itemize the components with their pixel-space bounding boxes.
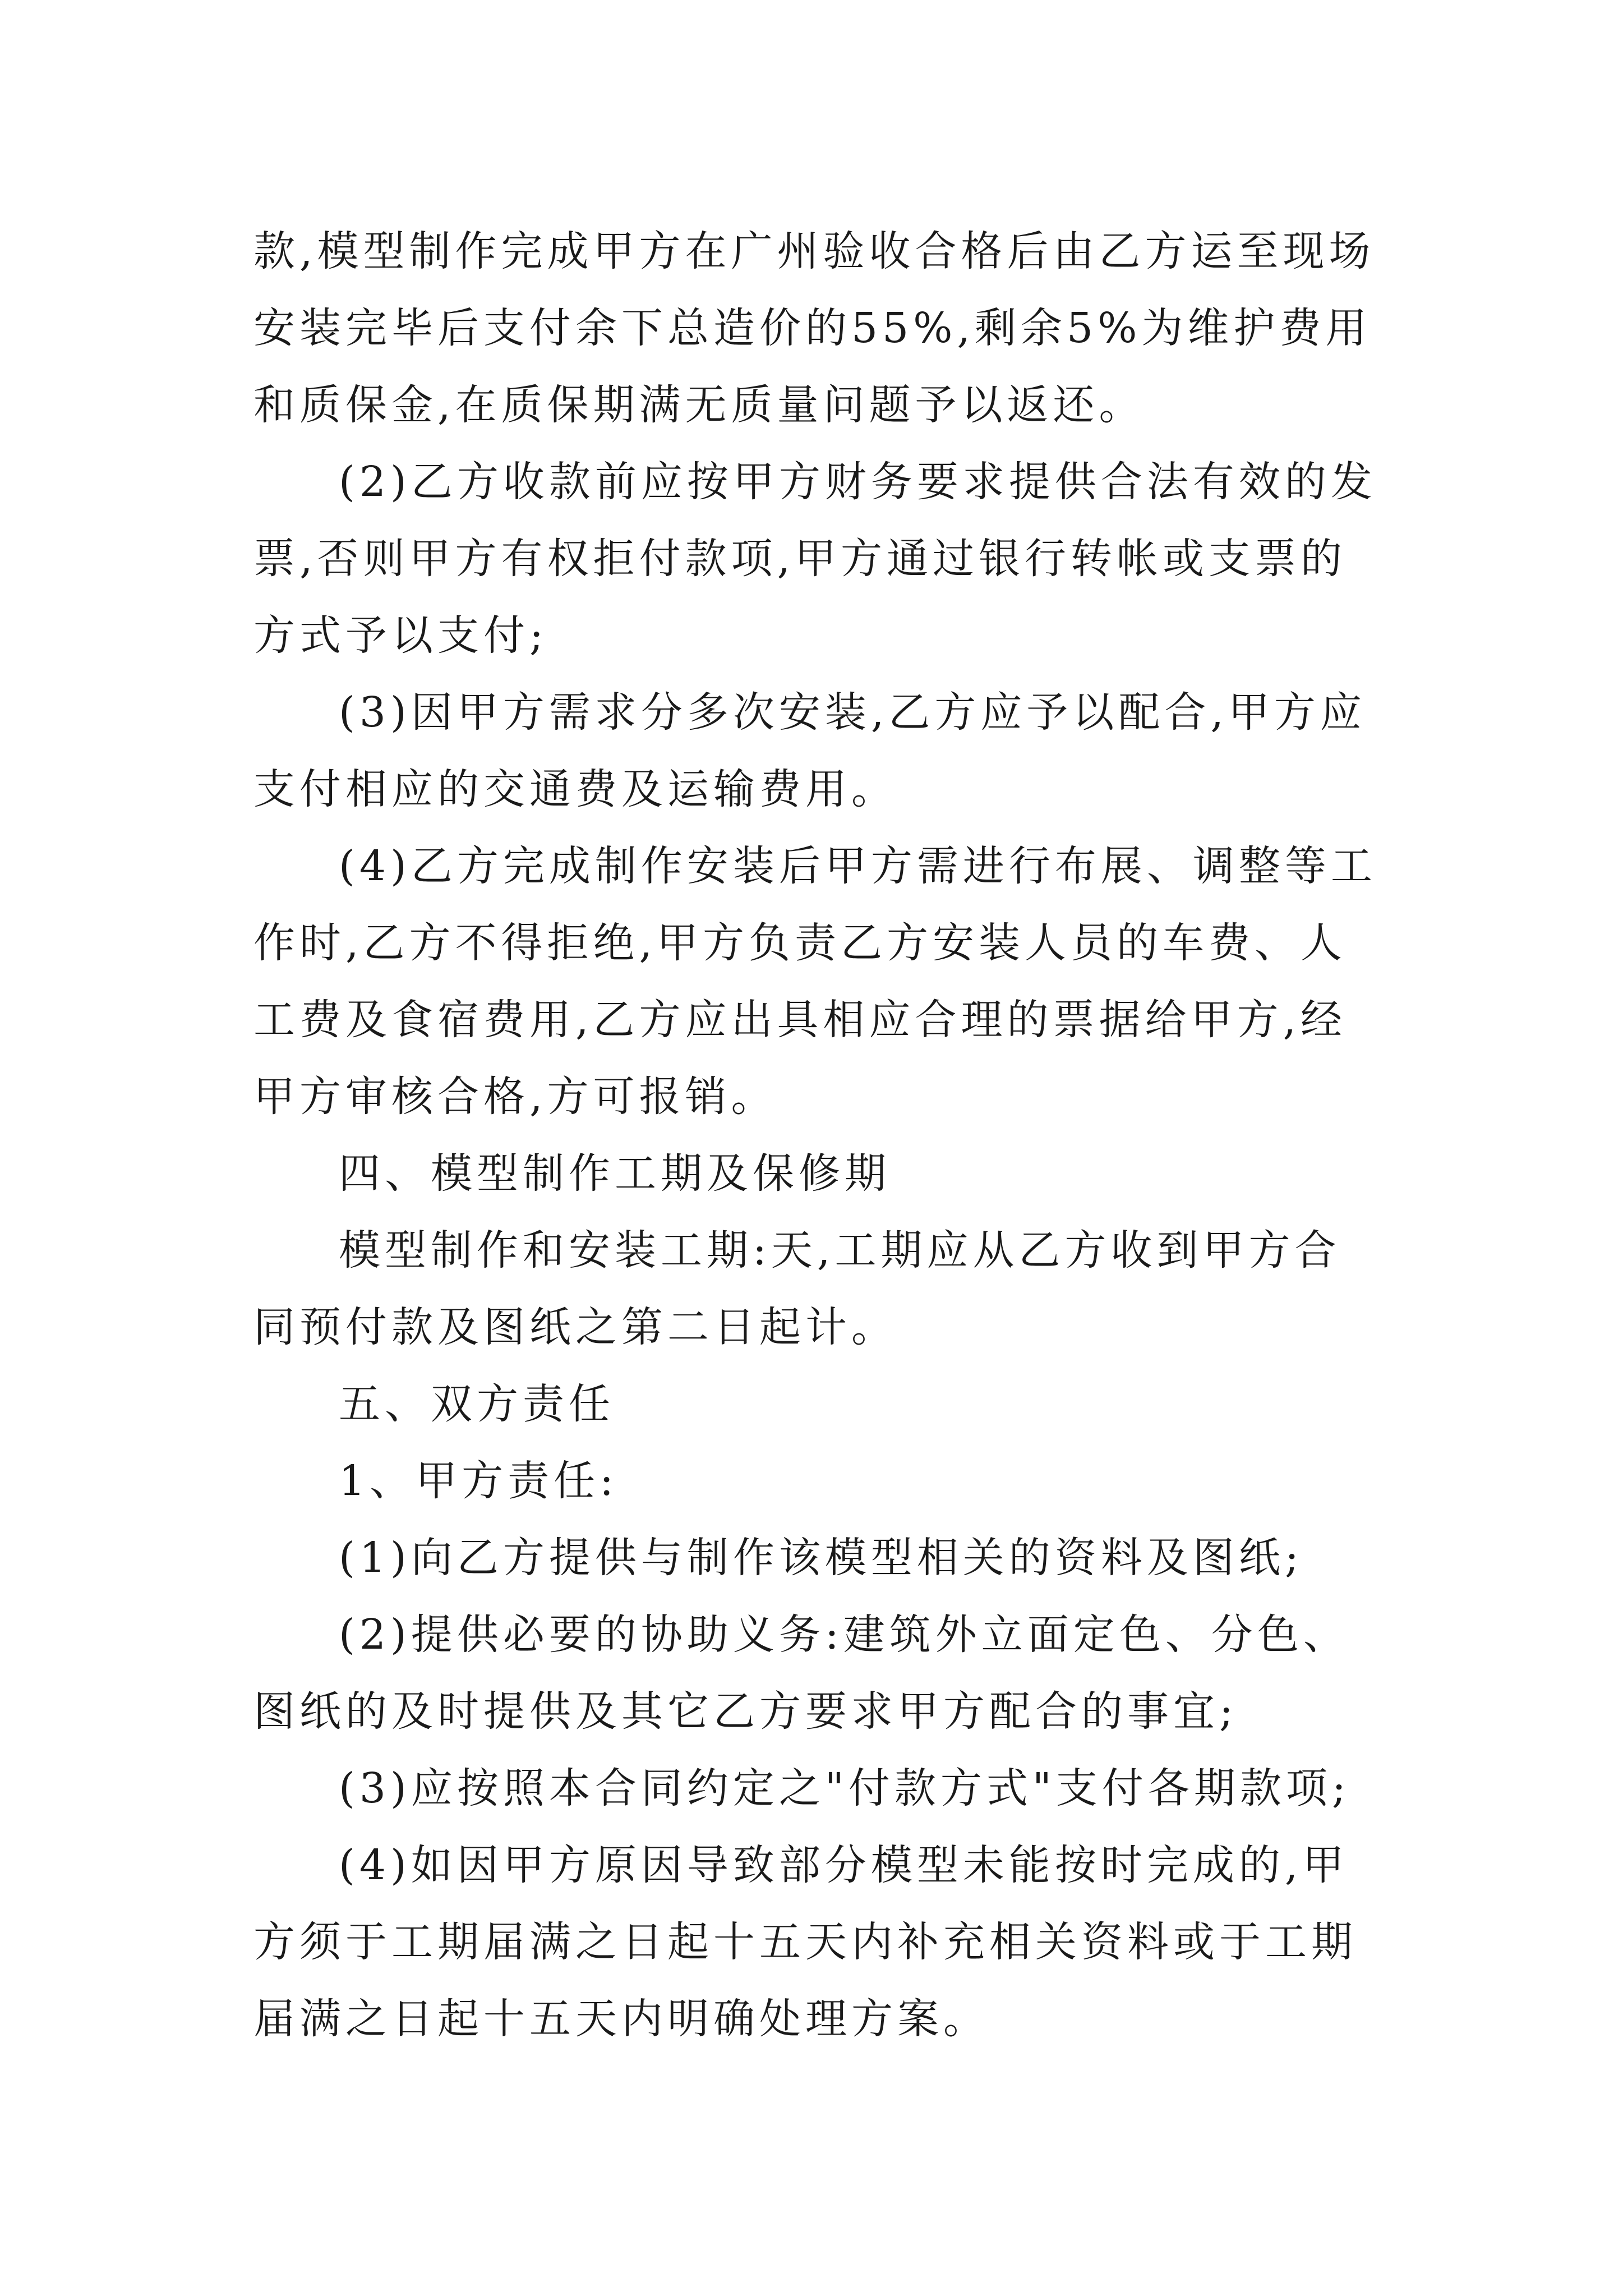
payment-terms-continued-paragraph: 款,模型制作完成甲方在广州验收合格后由乙方运至现场安装完毕后支付余下总造价的55%,剩余5%为维护费用和质保金,在质保期满无质量问题予以返还。 <box>253 227 1375 429</box>
party-a-duty-2-paragraph: (2)提供必要的协助义务:建筑外立面定色、分色、图纸的及时提供及其它乙方要求甲方配合的事宜; <box>253 1611 1349 1736</box>
invoice-clause-paragraph: (2)乙方收款前应按甲方财务要求提供合法有效的发票,否则甲方有权拒付款项,甲方通过银行转帐或支票的方式予以支付; <box>253 458 1377 660</box>
party-a-duty-3-paragraph: (3)应按照本合同约定之"付款方式"支付各期款项; <box>339 1764 1350 1812</box>
subheading-party-a-responsibilities: 1、甲方责任: <box>339 1457 619 1505</box>
party-a-duty-4-paragraph: (4)如因甲方原因导致部分模型未能按时完成的,甲方须于工期届满之日起十五天内补充相关资料或于工期届满之日起十五天内明确处理方案。 <box>253 1841 1357 2043</box>
section-heading-responsibilities: 五、双方责任 <box>339 1380 615 1428</box>
multiple-installation-clause-paragraph: (3)因甲方需求分多次安装,乙方应予以配合,甲方应支付相应的交通费及运输费用。 <box>253 688 1366 813</box>
section-heading-schedule: 四、模型制作工期及保修期 <box>339 1149 891 1198</box>
party-a-duty-1-paragraph: (1)向乙方提供与制作该模型相关的资料及图纸; <box>339 1534 1303 1582</box>
document-body <box>253 213 1385 2058</box>
exhibition-adjustment-clause-paragraph: (4)乙方完成制作安装后甲方需进行布展、调整等工作时,乙方不得拒绝,甲方负责乙方安装人员的车费、人工费及食宿费用,乙方应出具相应合理的票据给甲方,经甲方审核合格,方可报销。 <box>253 842 1377 1121</box>
schedule-paragraph: 模型制作和安装工期:天,工期应从乙方收到甲方合同预付款及图纸之第二日起计。 <box>253 1226 1341 1351</box>
